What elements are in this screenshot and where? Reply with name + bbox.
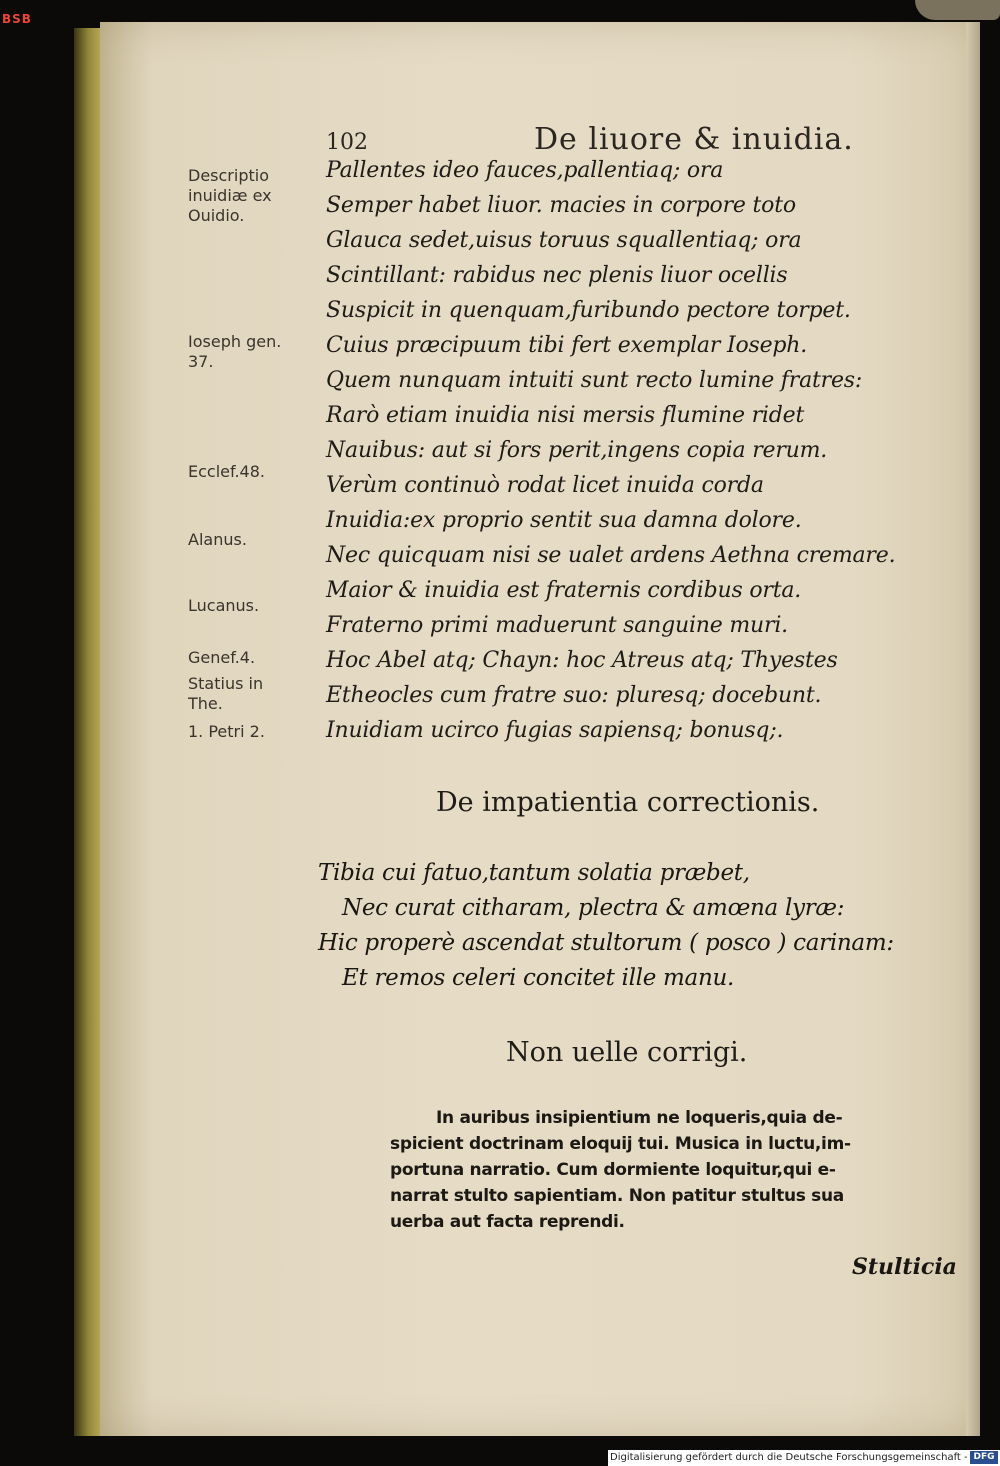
poem-line: Semper habet liuor. macies in corpore toto: [326, 193, 796, 218]
section-title-impatientia: De impatientia correctionis.: [436, 787, 820, 818]
page-number: 102: [326, 130, 368, 155]
poem-line: Nec quicquam nisi se ualet ardens Aethna cremare.: [326, 543, 896, 568]
footer-text: Digitalisierung gefördert durch die Deutsche Forschungsgemeinschaft -: [610, 1452, 968, 1463]
prose-line: In auribus insipientium ne loqueris,quia de-: [436, 1108, 843, 1128]
poem-line: Glauca sedet,uisus toruus squallentiaq; ora: [326, 228, 802, 253]
verse-line: Et remos celeri concitet ille manu.: [342, 965, 734, 991]
poem-line: Quem nunquam intuiti sunt recto lumine fratres:: [326, 368, 863, 393]
prose-line: portuna narratio. Cum dormiente loquitur,qui e-: [390, 1160, 836, 1180]
poem-line: Rarò etiam inuidia nisi mersis flumine ridet: [326, 403, 805, 428]
margin-note: 1. Petri 2.: [188, 722, 265, 741]
poem-line: Maior & inuidia est fraternis cordibus orta.: [326, 578, 802, 603]
dfg-logo: DFG: [970, 1451, 998, 1464]
poem-line: Nauibus: aut si fors perit,ingens copia rerum.: [326, 438, 828, 463]
poem-line: Pallentes ideo fauces,pallentiaq; ora: [326, 158, 724, 183]
page-edge: [966, 22, 980, 1436]
verse-line: Hic properè ascendat stultorum ( posco ) carinam:: [318, 930, 894, 956]
bsb-watermark: BSB: [2, 12, 32, 26]
poem-line: Inuidia:ex proprio sentit sua damna dolore.: [326, 508, 802, 533]
poem-line: Scintillant: rabidus nec plenis liuor ocellis: [326, 263, 788, 288]
verse-line: Nec curat citharam, plectra & amœna lyræ:: [342, 895, 845, 921]
running-title: De liuore & inuidia.: [534, 122, 854, 157]
margin-note: Ioseph gen. 37.: [188, 332, 282, 371]
margin-note: Ecclef.48.: [188, 462, 265, 481]
margin-note: Alanus.: [188, 530, 247, 549]
margin-note: Descriptio inuidiæ ex Ouidio.: [188, 166, 272, 225]
poem-line: Etheocles cum fratre suo: pluresq; docebunt.: [326, 683, 822, 708]
poem-line: Verùm continuò rodat licet inuida corda: [326, 473, 764, 498]
poem-line: Fraterno primi maduerunt sanguine muri.: [326, 613, 788, 638]
verse-line: Tibia cui fatuo,tantum solatia præbet,: [318, 860, 750, 886]
funding-footer: [608, 1450, 1000, 1466]
section-title-non-uelle: Non uelle corrigi.: [506, 1037, 748, 1068]
catchword: Stulticia: [852, 1254, 957, 1280]
margin-note: Statius in The.: [188, 674, 264, 713]
prose-line: uerba aut facta reprendi.: [390, 1212, 625, 1232]
book-page: [100, 22, 980, 1436]
margin-note: Genef.4.: [188, 648, 256, 667]
running-head: [326, 122, 926, 162]
poem-line: Hoc Abel atq; Chayn: hoc Atreus atq; Thyestes: [326, 648, 838, 673]
poem-line: Suspicit in quenquam,furibundo pectore torpet.: [326, 298, 851, 323]
poem-line: Inuidiam ucirco fugias sapiensq; bonusq;.: [326, 718, 784, 743]
prose-line: narrat stulto sapientiam. Non patitur stultus sua: [390, 1186, 844, 1206]
margin-note: Lucanus.: [188, 596, 260, 615]
poem-line: Cuius præcipuum tibi fert exemplar Ioseph.: [326, 333, 808, 358]
page-corner: [915, 0, 1000, 20]
prose-line: spicient doctrinam eloquij tui. Musica in luctu,im-: [390, 1134, 851, 1154]
